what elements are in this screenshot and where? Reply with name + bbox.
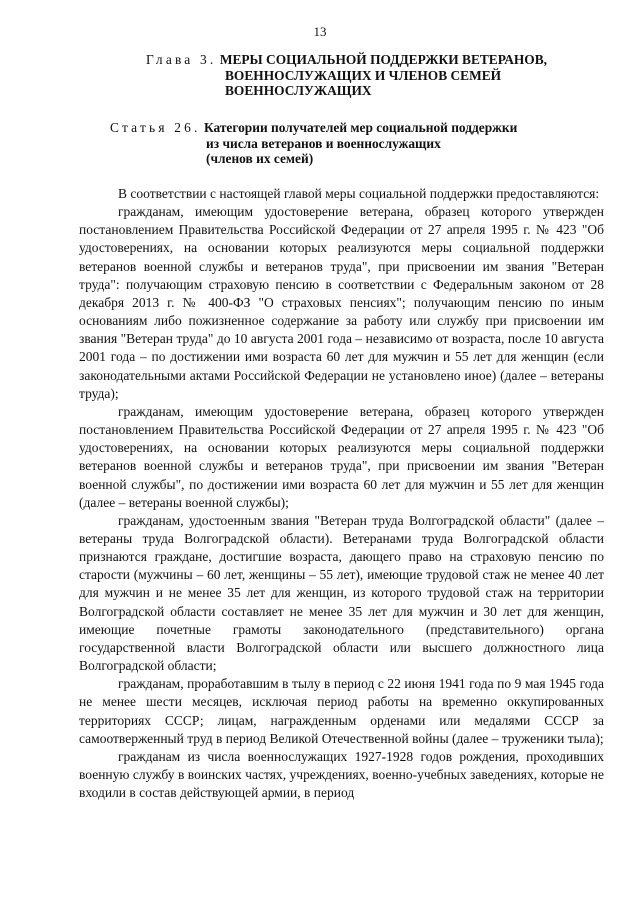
article-heading [110,120,517,167]
article-label: Статья 26. [110,120,201,135]
chapter-title-line-2: ВОЕННОСЛУЖАЩИХ И ЧЛЕНОВ СЕМЕЙ [225,67,502,83]
paragraph-intro: В соответствии с настоящей главой меры социальной поддержки предоставляются: [118,186,600,201]
paragraph-home-front-workers: гражданам, проработавшим в тылу в период с 22 июня 1941 года по 9 мая 1945 года не менее шести месяцев, исключая период работы на временно оккупированных территориях СССР; лицам, награжденным орденами или медалями СССР за самоотверженный труд в период Великой Отечественной войны (далее – труженики тыла); [79,676,604,746]
chapter-label: Глава 3. [146,52,217,67]
article-body [79,185,604,802]
paragraph-servicemen-1927-1928: гражданам из числа военнослужащих 1927-1928 годов рождения, проходивших военную службу в воинских частях, учреждениях, военно-учебных заведениях, которые не входили в состав действующей армии, в период [79,748,604,801]
page-number: 13 [313,24,327,39]
paragraph-labor-veterans: гражданам, имеющим удостоверение ветерана, образец которого утвержден постановлением Правительства Российской Федерации от 27 апреля 1995 г. № 423 "Об удостоверениях, на основании которых реализуются меры социальной поддержки ветеранов военной службы и ветеранов труда", при присвоении им звания "Ветеран труда": получающим страховую пенсию в соответствии с Федеральным законом от 28 декабря 2013 г. № 400-ФЗ "О страховых пенсиях"; получающим пенсию по иным основаниям либо пожизненное содержание за работу или службу при присвоении им звания "Ветеран труда" до 10 августа 2001 года – независимо от возраста, после 10 августа 2001 года – по достижении ими возраста 60 лет для мужчин и 55 лет для женщин (если законодательными актами Российской Федерации не установлено иное) (далее – ветераны труда); [79,204,604,401]
article-title-line-2: из числа ветеранов и военнослужащих [206,135,441,151]
article-title-line-1: Категории получателей мер социальной поддержки [203,120,518,135]
chapter-title-line-3: ВОЕННОСЛУЖАЩИХ [225,83,372,98]
paragraph-volgograd-labor-veterans: гражданам, удостоенным звания "Ветеран труда Волгоградской области" (далее – ветераны труда Волгоградской области). Ветеранами труда Волгоградской области признаются граждане, достигшие возраста, дающего право на страховую пенсию по старости (мужчины – 60 лет, женщины – 55 лет), имеющие трудовой стаж не менее 40 лет для мужчин и не менее 35 лет для женщин, из которого трудовой стаж на территории Волгоградской области составляет не менее 35 лет для мужчин и 30 лет для женщин, имеющие почетные грамоты законодательного (представительного) органа государственной власти Волгоградской области или высшего должностного лица Волгоградской области; [79,512,604,674]
chapter-heading [146,52,547,99]
paragraph-military-veterans: гражданам, имеющим удостоверение ветерана, образец которого утвержден постановлением Правительства Российской Федерации от 27 апреля 1995 г. № 423 "Об удостоверениях, на основании которых реализуются меры социальной поддержки ветеранов военной службы и ветеранов труда", при присвоении им звания "Ветеран военной службы", по достижении ими возраста 60 лет для мужчин и 55 лет для женщин (далее – ветераны военной службы); [79,403,604,510]
article-title-line-3: (членов их семей) [206,151,314,166]
chapter-title-line-1: МЕРЫ СОЦИАЛЬНОЙ ПОДДЕРЖКИ ВЕТЕРАНОВ, [219,52,547,67]
